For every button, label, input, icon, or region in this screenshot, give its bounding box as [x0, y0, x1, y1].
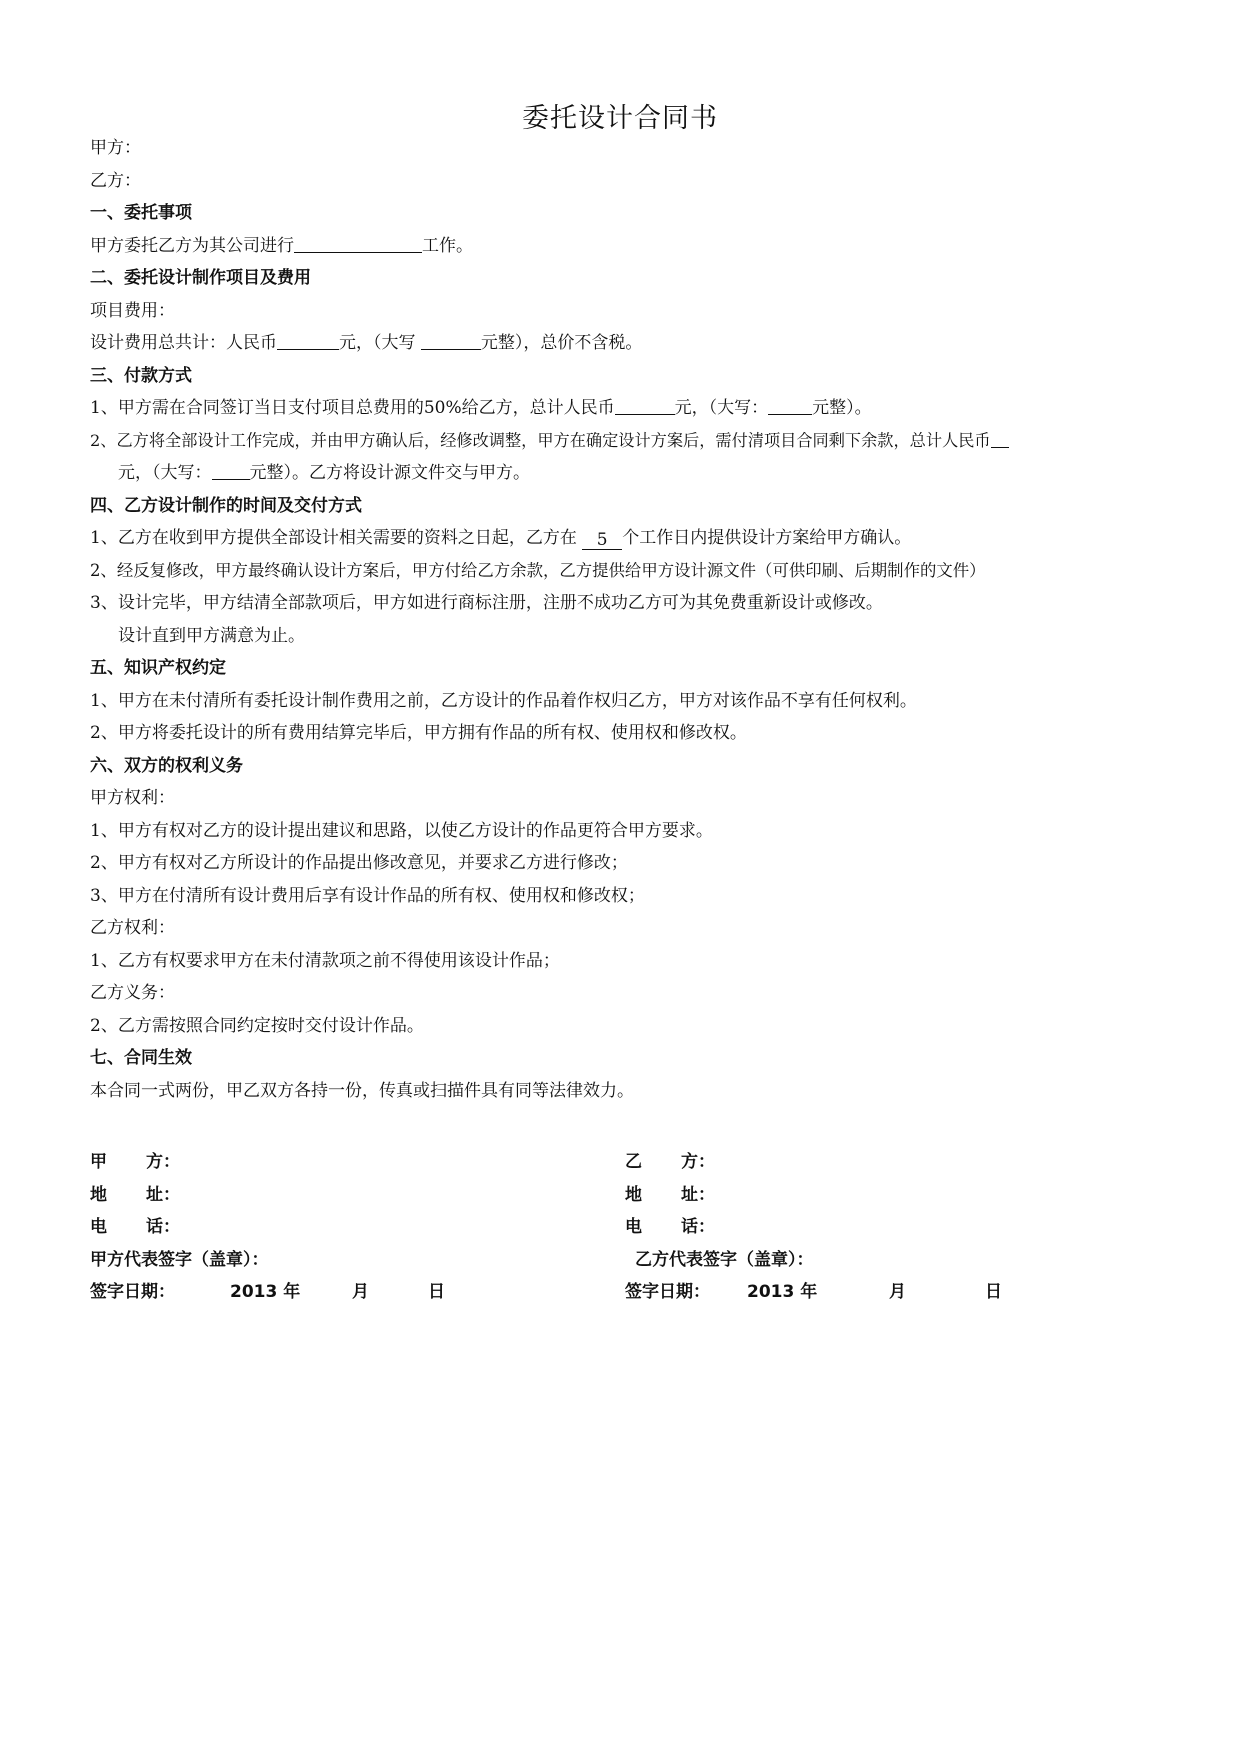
label: [90, 1179, 180, 1212]
representative-signature: 甲方代表签字（盖章）：: [90, 1249, 269, 1270]
party-row: [625, 1146, 1145, 1179]
signing-date-row: [625, 1276, 1145, 1309]
section-7-heading: 七、合同生效: [90, 1048, 192, 1068]
delivery-item-1: [90, 522, 1170, 555]
party-b-duty-label: 乙方义务：: [90, 983, 175, 1003]
label: [90, 1211, 180, 1244]
signature-block-party-b: [625, 1146, 1145, 1309]
text-span: 工作。: [422, 235, 473, 256]
party-b-line: 乙方：: [90, 170, 141, 191]
label-char: 地: [625, 1184, 642, 1205]
amount-words-blank: [421, 331, 481, 350]
address-row: [90, 1179, 570, 1212]
party-a-line: 甲方：: [90, 138, 141, 158]
section-1-text: [90, 230, 1170, 263]
text-span: 元整）。乙方将设计源文件交与甲方。: [249, 463, 530, 483]
amount-blank: [277, 331, 339, 350]
label: [625, 1211, 715, 1244]
address-row: [625, 1179, 1145, 1212]
party-a-rights-label: 甲方权利：: [90, 788, 175, 808]
label: [90, 1146, 180, 1179]
party-row: [90, 1146, 570, 1179]
section-2-heading: 二、委托设计制作项目及费用: [90, 268, 311, 288]
date-label: 签字日期：: [90, 1282, 175, 1302]
date-day: 日: [985, 1282, 1002, 1302]
contract-body: [90, 132, 1170, 1107]
fee-total-line: [90, 327, 1170, 360]
text-span: 元整）。: [812, 398, 872, 418]
text-span: 设计费用总共计：人民币: [90, 333, 277, 353]
payment-item-1: [90, 392, 1170, 425]
text-span: 个工作日内提供设计方案给甲方确认。: [622, 528, 912, 548]
party-b-rights-label: 乙方权利：: [90, 918, 175, 938]
label-char: 址：: [681, 1184, 715, 1205]
section-5-heading: 五、知识产权约定: [90, 658, 226, 678]
label-char: 地: [90, 1184, 107, 1205]
effect-text: 本合同一式两份，甲乙双方各持一份，传真或扫描件具有同等法律效力。: [90, 1080, 634, 1101]
days-value: 5: [582, 531, 622, 550]
signing-date-row: [90, 1276, 570, 1309]
party-a-right-1: 1、甲方有权对乙方的设计提出建议和思路，以使乙方设计的作品更符合甲方要求。: [90, 820, 713, 841]
label-char: 乙: [625, 1152, 642, 1172]
section-3-heading: 三、付款方式: [90, 365, 192, 386]
date-month: 月: [889, 1282, 906, 1302]
date-day: 日: [428, 1282, 445, 1302]
text-span: 1、甲方需在合同签订当日支付项目总费用的50%给乙方，总计人民币: [90, 398, 615, 418]
date-label: 签字日期：: [625, 1282, 710, 1302]
amount-blank: [991, 429, 1009, 448]
text-span: 元，（大写：: [118, 463, 212, 483]
amount-words-blank: [212, 461, 250, 480]
section-4-heading: 四、乙方设计制作的时间及交付方式: [90, 495, 362, 516]
party-b-right-1: 1、乙方有权要求甲方在未付清款项之前不得使用该设计作品；: [90, 950, 560, 971]
section-1-heading: 一、委托事项: [90, 203, 192, 223]
phone-row: [90, 1211, 570, 1244]
payment-item-2-line-2: [90, 457, 1170, 490]
ip-item-2: 2、甲方将委托设计的所有费用结算完毕后，甲方拥有作品的所有权、使用权和修改权。: [90, 723, 747, 743]
representative-signature: 乙方代表签字（盖章）：: [635, 1249, 814, 1270]
label-char: 话：: [681, 1217, 715, 1237]
label-char: 电: [90, 1217, 107, 1237]
label-char: 方：: [681, 1152, 715, 1172]
payment-item-2-line-1: [90, 425, 1170, 458]
phone-row: [625, 1211, 1145, 1244]
text-span: 元整），总价不含税。: [480, 333, 643, 353]
delivery-item-3-line-2: 设计直到甲方满意为止。: [118, 625, 305, 646]
label-char: 址：: [146, 1184, 180, 1205]
party-a-right-3: 3、甲方在付清所有设计费用后享有设计作品的所有权、使用权和修改权；: [90, 885, 645, 906]
amount-blank: [615, 396, 675, 415]
date-year: 2013 年: [230, 1282, 301, 1302]
party-a-right-2: 2、甲方有权对乙方所设计的作品提出修改意见，并要求乙方进行修改；: [90, 853, 628, 873]
label-char: 话：: [146, 1217, 180, 1237]
text-span: 甲方委托乙方为其公司进行: [90, 235, 294, 256]
label: [625, 1146, 715, 1179]
text-span: 元，（大写：: [674, 398, 769, 418]
ip-item-1: 1、甲方在未付清所有委托设计制作费用之前，乙方设计的作品着作权归乙方，甲方对该作品不享有任何权利。: [90, 690, 917, 711]
signature-block-party-a: [90, 1146, 570, 1309]
text-span: 元，（大写: [339, 333, 421, 353]
label-char: 电: [625, 1217, 642, 1237]
date-month: 月: [352, 1282, 369, 1302]
delivery-item-2: 2、经反复修改，甲方最终确认设计方案后，甲方付给乙方余款，乙方提供给甲方设计源文件（可供印刷、后期制作的文件）: [90, 560, 986, 580]
delivery-item-3-line-1: 3、设计完毕，甲方结清全部款项后，甲方如进行商标注册，注册不成功乙方可为其免费重新设计或修改。: [90, 593, 883, 613]
work-blank: [294, 234, 422, 253]
label: [625, 1179, 715, 1212]
text-span: 1、乙方在收到甲方提供全部设计相关需要的资料之日起，乙方在: [90, 528, 583, 548]
label-char: 甲: [90, 1152, 107, 1172]
party-b-duty-2: 2、乙方需按照合同约定按时交付设计作品。: [90, 1015, 424, 1036]
label-char: 方：: [146, 1152, 180, 1172]
amount-words-blank: [768, 396, 812, 415]
text-span: 2、乙方将全部设计工作完成，并由甲方确认后，经修改调整，甲方在确定设计方案后，需付清项目合同剩下余款，总计人民币: [90, 430, 991, 450]
date-year: 2013 年: [747, 1282, 818, 1302]
fee-label: 项目费用：: [90, 300, 175, 321]
document-title: 委托设计合同书: [522, 103, 718, 134]
section-6-heading: 六、双方的权利义务: [90, 755, 243, 776]
